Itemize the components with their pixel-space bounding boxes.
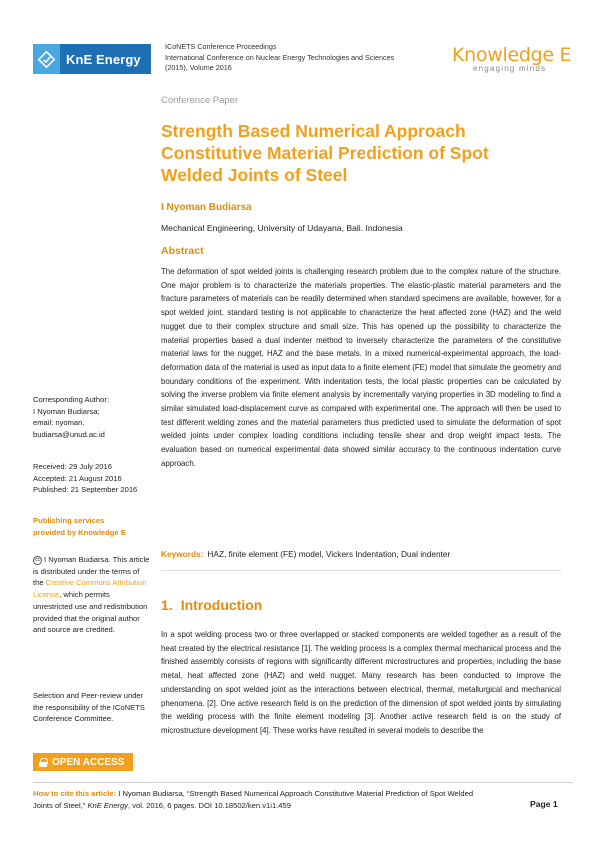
author-name: I Nyoman Budiarsa [161, 202, 252, 213]
license-block [33, 554, 151, 636]
kne-brand-name: KnE Energy [66, 51, 141, 67]
license-text-pre: I Nyoman Budiarsa. This article is distributed under the terms of the [33, 555, 150, 588]
how-to-cite-label: How to cite this article: [33, 789, 117, 798]
abstract-heading: Abstract [161, 245, 204, 257]
proceedings-title: International Conference on Nuclear Energy Technologies and Sciences (2015), Volume 2016 [165, 52, 395, 72]
open-access-badge [33, 753, 133, 771]
abstract-text: The deformation of spot welded joints is challenging research problem due to the complex nature of the structure. One major problem is to characterize the materials properties. The elastic-plastic material parameters and the fracture parameters of materials can be readily determined when standard specimens are available, however, for a spot welded joint, standard testing is not applicable to characterize the heat affected zone (HAZ) and the weld nugget due to their complex structure and small size. This has opened up the possibility to characterize the material properties based a dual indenter method to inversely characterize the parameters of the constitutive material laws for the nugget, HAZ and the base metals. In a mixed numerical-experimental approach, the load-deformation data of the material is used as input data to a finite element (FE) model that simulate the geometry and boundary conditions of the experiment. With indentation tests, the local plastic properties can be calculated by solving the inverse problem via finite element analysis by incrementally varying properties in 3D modeling to find a similar simulated load-displacement curve as compared with experimental one. The approach will then be used to test different welding zones and the material parameters thus predicted used to simulate the deformation of spot welded joints under complex loading conditions including tensile shear and drop weight impact tests. The evaluation based on numerical experimental data showed similar accuracy to the continuous indentation curve approach. [161, 267, 561, 468]
peer-review-note: Selection and Peer-review under the responsibility of the ICoNETS Conference Committee. [33, 691, 145, 724]
author-affiliation: Mechanical Engineering, University of Udayana, Bali. Indonesia [161, 223, 403, 233]
citation-journal: KnE Energy [87, 800, 128, 810]
open-access-label: OPEN ACCESS [52, 756, 125, 768]
open-lock-icon [39, 758, 47, 767]
publishing-services-line2: provided by Knowledge E [33, 527, 126, 537]
section-heading-introduction [161, 597, 262, 613]
keywords-label: Keywords: [161, 549, 204, 559]
license-link[interactable]: Creative Commons Attribution License [33, 578, 147, 600]
corresponding-author-block [33, 394, 151, 441]
proceedings-info [165, 42, 405, 74]
proceedings-series: ICoNETS Conference Proceedings [165, 42, 277, 51]
article-title: Strength Based Numerical Approach Constitutive Material Prediction of Spot Welded Joints of Steel [161, 121, 489, 185]
published-date: Published: 21 September 2016 [33, 485, 138, 495]
license-text-post: , which permits unrestricted use and redistribution provided that the original author and source are credited. [33, 590, 148, 635]
received-date: Received: 29 July 2016 [33, 462, 112, 471]
publishing-services-line1: Publishing services [33, 516, 105, 525]
section-title: Introduction [180, 597, 263, 613]
citation-text-post: , vol. 2016, 6 pages. DOI 10.18502/ken.v1i1.459 [127, 800, 291, 810]
dates-block [33, 461, 151, 496]
email-label: email: nyoman. [33, 418, 85, 428]
page-number: Page 1 [530, 799, 558, 809]
keywords-value: HAZ, finite element (FE) model, Vickers Indentation, Dual indenter [207, 549, 451, 559]
knowledge-e-wordmark: Knowledge E [452, 44, 572, 66]
keywords-line [161, 549, 561, 559]
section-number: 1. [161, 597, 173, 613]
corresponding-label: Corresponding Author: [33, 395, 109, 404]
knowledge-e-tagline: engaging minds [473, 64, 547, 73]
introduction-text: In a spot welding process two or three overlapped or stacked components are welded together as a result of the heat created by the electrical resistance [1]. The welding process is a complex thermal mechanical process and the finished assembly consists of regions with significantly different microstructures and properties, including the base metal, heat affected zone (HAZ) and weld nugget. Many research has been conducted to improve the understanding on spot welded joint as the interactions between electrical, thermal, metallurgical and mechanical phenomena. [2]. One active research field is on the prediction of the dimension of spot welded joints by simulating the welding process with the finite element modeling [3]. Another active research field is on the study of microstructure development [4]. These works have resulted in several models to describe the [161, 630, 561, 735]
section-divider [161, 570, 561, 571]
article-type: Conference Paper [161, 95, 239, 106]
creative-commons-icon: cc [35, 556, 40, 563]
corresponding-name: I Nyoman Budiarsa; [33, 406, 100, 416]
kne-energy-badge [33, 44, 151, 74]
footer-rule [33, 782, 573, 783]
citation-text-pre: I Nyoman Budiarsa, “Strength Based Numerical Approach Constitutive Material Prediction of Spot Welded Joints of Steel,” [33, 789, 474, 810]
knowledge-e-logo [452, 44, 582, 73]
kne-logo-icon [33, 44, 60, 74]
email-link[interactable]: budiarsa@unud.ac.id [33, 430, 105, 440]
citation-footer [33, 788, 493, 811]
publishing-services-block [33, 515, 151, 538]
kne-diamond-icon [38, 51, 55, 68]
accepted-date: Accepted: 21 August 2016 [33, 473, 122, 483]
